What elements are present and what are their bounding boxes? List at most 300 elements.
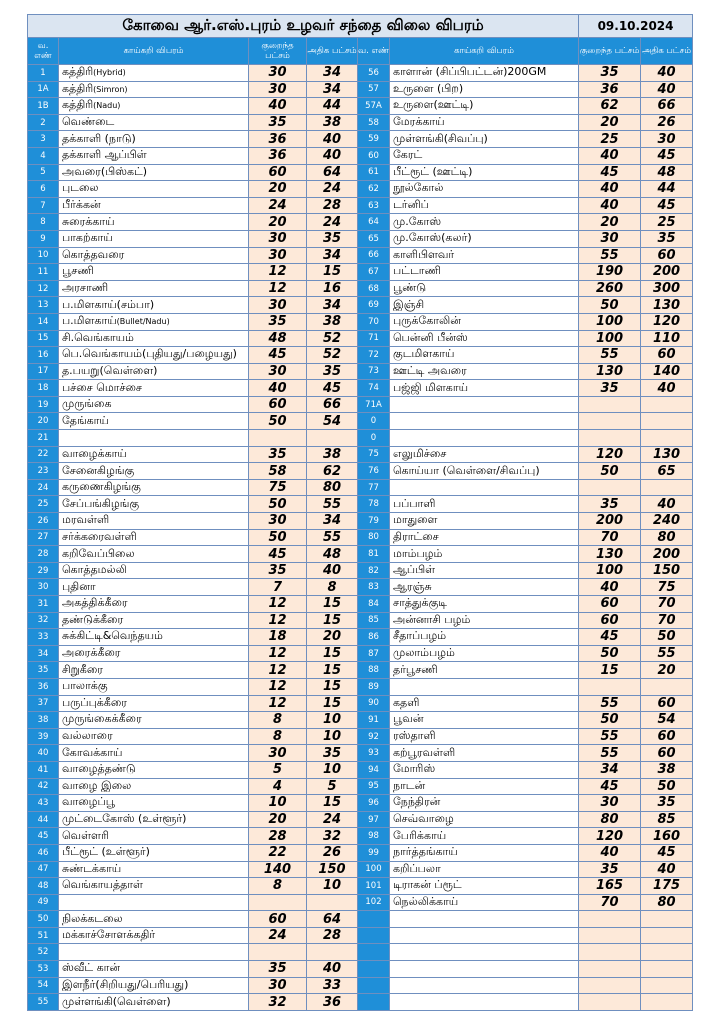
max-price: 16: [307, 280, 358, 297]
item-name: திராட்சை: [390, 529, 579, 546]
item-name-text: வெங்காயத்தாள்: [62, 878, 143, 892]
table-row: [28, 579, 693, 596]
serial-no: 31: [28, 596, 59, 613]
item-name: இஞ்சி: [390, 297, 579, 314]
item-name: [59, 911, 249, 928]
max-price: 110: [641, 330, 693, 347]
table-row: [28, 695, 693, 712]
serial-no: 65: [358, 230, 390, 247]
serial-no: 70: [358, 313, 390, 330]
max-price: 200: [641, 546, 693, 563]
min-price: 60: [249, 911, 307, 928]
serial-no: 5: [28, 164, 59, 181]
max-price: 240: [641, 513, 693, 530]
item-name-text: ப.மிளகாய்(சம்பா): [62, 297, 155, 311]
sheet-title: கோவை ஆர்.எஸ்.புரம் உழவர் சந்தை விலை விபரம்: [28, 15, 579, 38]
max-price: [307, 894, 358, 911]
min-price: [579, 961, 641, 978]
max-price: 24: [307, 811, 358, 828]
table-row: [28, 164, 693, 181]
table-row: [28, 313, 693, 330]
serial-no: 59: [358, 131, 390, 148]
table-row: [28, 861, 693, 878]
serial-no: 36: [28, 678, 59, 695]
table-row: [28, 247, 693, 264]
min-price: 55: [579, 247, 641, 264]
item-name-text: கத்திரி: [62, 65, 94, 79]
min-price: 22: [249, 844, 307, 861]
min-price: 12: [249, 662, 307, 679]
item-name: [390, 927, 579, 944]
serial-no: 79: [358, 513, 390, 530]
max-price: 33: [307, 977, 358, 994]
serial-no: 96: [358, 795, 390, 812]
serial-no: 43: [28, 795, 59, 812]
table-row: [28, 98, 693, 115]
table-row: [28, 81, 693, 98]
item-name-text: கொத்தவரை: [62, 247, 125, 261]
serial-no: 34: [28, 645, 59, 662]
max-price: 44: [307, 98, 358, 115]
item-name: [59, 778, 249, 795]
max-price: 52: [307, 347, 358, 364]
item-name-text: புடலை: [62, 181, 99, 195]
item-name: [59, 513, 249, 530]
item-name: மாதுளை: [390, 513, 579, 530]
item-name: முலாம்பழம்: [390, 645, 579, 662]
min-price: 7: [249, 579, 307, 596]
serial-no: [358, 944, 390, 961]
max-price: 54: [307, 413, 358, 430]
max-price: 10: [307, 878, 358, 895]
min-price: 60: [579, 612, 641, 629]
item-name: [59, 562, 249, 579]
min-price: [579, 977, 641, 994]
item-name: [59, 894, 249, 911]
item-name: சீதாப்பழம்: [390, 629, 579, 646]
item-name-text: வாழைத்தண்டு: [62, 762, 136, 776]
min-price: 12: [249, 264, 307, 281]
min-price: [579, 944, 641, 961]
item-name: [59, 811, 249, 828]
table-row: [28, 446, 693, 463]
max-price: 62: [307, 463, 358, 480]
serial-no: [358, 961, 390, 978]
min-price: 55: [579, 745, 641, 762]
serial-no: 48: [28, 878, 59, 895]
max-price: 10: [307, 761, 358, 778]
item-name: [59, 313, 249, 330]
serial-no: 83: [358, 579, 390, 596]
min-price: 30: [249, 81, 307, 98]
item-name: நூல்கோல்: [390, 181, 579, 198]
max-price: 38: [307, 446, 358, 463]
item-name: புருக்கோலின்: [390, 313, 579, 330]
item-name: காளிபிளவர்: [390, 247, 579, 264]
price-table: [27, 14, 693, 1011]
serial-no: 25: [28, 496, 59, 513]
item-name: நார்த்தங்காய்: [390, 844, 579, 861]
serial-no: 69: [358, 297, 390, 314]
max-price: 80: [641, 894, 693, 911]
max-price: 40: [307, 147, 358, 164]
item-name: [59, 479, 249, 496]
serial-no: 99: [358, 844, 390, 861]
item-name-text: ஸ்வீட் கான்: [62, 961, 121, 975]
item-name: பஜ்ஜி மிளகாய்: [390, 380, 579, 397]
min-price: 30: [249, 247, 307, 264]
table-row: [28, 745, 693, 762]
item-name-text: அவரை(பிஸ்கட்): [62, 164, 148, 178]
min-price: 50: [579, 712, 641, 729]
min-price: 60: [579, 596, 641, 613]
min-price: 40: [249, 380, 307, 397]
table-row: [28, 479, 693, 496]
max-price: 52: [307, 330, 358, 347]
max-price: 45: [641, 844, 693, 861]
serial-no: 37: [28, 695, 59, 712]
item-name-text: சேனைகிழங்கு: [62, 463, 135, 477]
table-row: [28, 761, 693, 778]
item-name: [59, 413, 249, 430]
serial-no: 46: [28, 844, 59, 861]
serial-no: 98: [358, 828, 390, 845]
max-price: [641, 944, 693, 961]
max-price: 66: [307, 396, 358, 413]
serial-no: 88: [358, 662, 390, 679]
serial-no: 15: [28, 330, 59, 347]
max-price: 150: [307, 861, 358, 878]
item-name-text: பருப்புக்கீரை: [62, 695, 127, 709]
max-price: 64: [307, 911, 358, 928]
max-price: 38: [641, 761, 693, 778]
item-name-text: பாலாக்கு: [62, 679, 108, 693]
item-name-text: பீர்க்கன்: [62, 198, 101, 212]
max-price: 85: [641, 811, 693, 828]
item-name: நெல்லிக்காய்: [390, 894, 579, 911]
serial-no: 19: [28, 396, 59, 413]
max-price: [641, 927, 693, 944]
max-price: [307, 430, 358, 447]
max-price: 48: [641, 164, 693, 181]
item-name: [59, 230, 249, 247]
serial-no: 42: [28, 778, 59, 795]
serial-no: 12: [28, 280, 59, 297]
max-price: 70: [641, 612, 693, 629]
serial-no: 58: [358, 114, 390, 131]
serial-no: 1: [28, 65, 59, 82]
table-row: [28, 513, 693, 530]
table-row: [28, 778, 693, 795]
max-price: 44: [641, 181, 693, 198]
table-row: [28, 678, 693, 695]
serial-no: 32: [28, 612, 59, 629]
table-row: [28, 280, 693, 297]
item-name-text: பச்சை மொச்சை: [62, 380, 143, 394]
max-price: 60: [641, 347, 693, 364]
item-name: தர்பூசணி: [390, 662, 579, 679]
serial-no: 71A: [358, 396, 390, 413]
max-price: 34: [307, 65, 358, 82]
item-name: [59, 330, 249, 347]
min-price: 40: [249, 98, 307, 115]
serial-no: 40: [28, 745, 59, 762]
item-name: ஆப்பிள்: [390, 562, 579, 579]
min-price: 36: [249, 147, 307, 164]
max-price: 36: [307, 994, 358, 1011]
serial-no: 97: [358, 811, 390, 828]
max-price: 15: [307, 795, 358, 812]
serial-no: 55: [28, 994, 59, 1011]
item-name: [59, 861, 249, 878]
table-row: [28, 181, 693, 198]
item-name: [59, 214, 249, 231]
item-name-text: சுண்டக்காய்: [62, 861, 122, 875]
max-price-header: அதிக பட்சம்: [641, 38, 693, 65]
item-name: [59, 944, 249, 961]
item-name-text: தக்காளி ஆப்பிள்: [62, 148, 147, 162]
item-name: [59, 878, 249, 895]
table-row: [28, 529, 693, 546]
serial-no: 28: [28, 546, 59, 563]
serial-no: 80: [358, 529, 390, 546]
serial-no: 49: [28, 894, 59, 911]
max-price: 15: [307, 645, 358, 662]
serial-no: 102: [358, 894, 390, 911]
serial-no: 87: [358, 645, 390, 662]
min-price: 28: [249, 828, 307, 845]
max-price: 34: [307, 81, 358, 98]
serial-no: 6: [28, 181, 59, 198]
item-name: [390, 413, 579, 430]
item-name-text: சேப்பங்கிழங்கு: [62, 496, 140, 510]
max-price: 45: [641, 197, 693, 214]
table-row: [28, 65, 693, 82]
serial-no: 13: [28, 297, 59, 314]
item-name: [59, 114, 249, 131]
min-price: 12: [249, 280, 307, 297]
min-price: 190: [579, 264, 641, 281]
item-name: [59, 280, 249, 297]
table-row: [28, 961, 693, 978]
serial-no: 101: [358, 878, 390, 895]
min-price: 35: [579, 496, 641, 513]
item-name: [59, 264, 249, 281]
serial-no: 41: [28, 761, 59, 778]
item-name: [390, 911, 579, 928]
min-price: 4: [249, 778, 307, 795]
min-price: 45: [579, 778, 641, 795]
title-row: [28, 15, 693, 38]
item-name-text: சிறுகீரை: [62, 662, 103, 676]
max-price-header: அதிக பட்சம்: [307, 38, 358, 65]
item-name: [59, 546, 249, 563]
min-price: 100: [579, 562, 641, 579]
item-variety-note: (Nadu): [93, 101, 121, 111]
item-name: பேரிக்காய்: [390, 828, 579, 845]
serial-no: 4: [28, 147, 59, 164]
item-name-text: தண்டுக்கீரை: [62, 612, 124, 626]
table-row: [28, 380, 693, 397]
item-name: [390, 994, 579, 1011]
serial-no: [358, 994, 390, 1011]
table-row: [28, 430, 693, 447]
max-price: 35: [641, 230, 693, 247]
item-name: [390, 977, 579, 994]
max-price: [641, 396, 693, 413]
serial-header: வ. எண்: [358, 38, 390, 65]
item-name: [59, 629, 249, 646]
min-price: 140: [249, 861, 307, 878]
max-price: 15: [307, 596, 358, 613]
item-name-text: முட்டைகோஸ் (உள்ளூர்): [62, 812, 187, 826]
min-price: 35: [249, 446, 307, 463]
serial-no: 11: [28, 264, 59, 281]
min-price: 40: [579, 197, 641, 214]
item-name: முள்ளங்கி(சிவப்பு): [390, 131, 579, 148]
min-price: 8: [249, 712, 307, 729]
serial-no: 75: [358, 446, 390, 463]
item-variety-note: (Bullet/Nadu): [116, 317, 170, 327]
item-name: கொய்யா (வெள்ளை/சிவப்பு): [390, 463, 579, 480]
serial-no: 23: [28, 463, 59, 480]
item-name: [59, 81, 249, 98]
serial-no: 2: [28, 114, 59, 131]
max-price: [641, 678, 693, 695]
max-price: 60: [641, 728, 693, 745]
max-price: 15: [307, 264, 358, 281]
serial-no: 1A: [28, 81, 59, 98]
serial-no: 57: [358, 81, 390, 98]
serial-no: 16: [28, 347, 59, 364]
item-name-text: வெண்டை: [62, 115, 115, 129]
table-row: [28, 363, 693, 380]
min-price: 12: [249, 678, 307, 695]
min-price: 62: [579, 98, 641, 115]
max-price: [641, 479, 693, 496]
item-name-text: வாழைப்பூ: [62, 795, 116, 809]
min-price: 20: [249, 181, 307, 198]
max-price: 35: [641, 795, 693, 812]
item-name-text: நிலக்கடலை: [62, 911, 123, 925]
table-row: [28, 131, 693, 148]
min-price: [579, 413, 641, 430]
item-name: நேந்திரன்: [390, 795, 579, 812]
min-price: 12: [249, 612, 307, 629]
table-row: [28, 330, 693, 347]
min-price: 12: [249, 596, 307, 613]
serial-no: 81: [358, 546, 390, 563]
min-price: [579, 479, 641, 496]
min-price-header: குறைந்த பட்சம்: [249, 38, 307, 65]
max-price: 32: [307, 828, 358, 845]
serial-no: 89: [358, 678, 390, 695]
min-price: 35: [249, 114, 307, 131]
item-name: [59, 529, 249, 546]
item-name-text: சுக்கிட்டி&வெந்தயம்: [62, 629, 163, 643]
item-name-text: ப.மிளகாய்: [62, 314, 117, 328]
max-price: 40: [641, 380, 693, 397]
table-row: [28, 230, 693, 247]
serial-no: 66: [358, 247, 390, 264]
item-name: [390, 396, 579, 413]
min-price: 35: [579, 380, 641, 397]
item-header: காய்கறி விபரம்: [59, 38, 249, 65]
serial-no: 63: [358, 197, 390, 214]
min-price: 55: [579, 728, 641, 745]
serial-no: 62: [358, 181, 390, 198]
table-row: [28, 795, 693, 812]
max-price: 130: [641, 446, 693, 463]
item-name: காளான் (சிப்பிபட்டன்)200GM: [390, 65, 579, 82]
item-name-text: வாழை இலை: [62, 778, 132, 792]
max-price: 55: [307, 529, 358, 546]
item-name-text: சர்க்கரைவள்ளி: [62, 529, 137, 543]
item-name: ஆரஞ்சு: [390, 579, 579, 596]
item-name: மோரிஸ்: [390, 761, 579, 778]
min-price: [249, 430, 307, 447]
table-row: [28, 712, 693, 729]
table-row: [28, 612, 693, 629]
item-name: [59, 927, 249, 944]
min-price: 120: [579, 446, 641, 463]
max-price: 40: [641, 81, 693, 98]
serial-no: 77: [358, 479, 390, 496]
item-name: [390, 430, 579, 447]
min-price: 45: [579, 629, 641, 646]
max-price: 55: [307, 496, 358, 513]
min-price: 25: [579, 131, 641, 148]
serial-no: 21: [28, 430, 59, 447]
max-price: 60: [641, 247, 693, 264]
min-price: 36: [579, 81, 641, 98]
serial-no: [358, 977, 390, 994]
serial-no: 1B: [28, 98, 59, 115]
max-price: 5: [307, 778, 358, 795]
max-price: 40: [641, 496, 693, 513]
item-name: [390, 479, 579, 496]
min-price-header: குறைந்த பட்சம்: [579, 38, 641, 65]
max-price: 70: [641, 596, 693, 613]
min-price: 35: [249, 313, 307, 330]
min-price: 15: [579, 662, 641, 679]
item-name: அன்னாசி பழம்: [390, 612, 579, 629]
serial-no: 76: [358, 463, 390, 480]
item-name-text: கத்திரி: [62, 81, 94, 95]
max-price: [641, 413, 693, 430]
min-price: 75: [249, 479, 307, 496]
serial-no: 94: [358, 761, 390, 778]
serial-no: 68: [358, 280, 390, 297]
item-name: [59, 297, 249, 314]
max-price: 55: [641, 645, 693, 662]
min-price: 260: [579, 280, 641, 297]
item-name-text: அரசாணி: [62, 281, 109, 295]
max-price: 28: [307, 197, 358, 214]
table-row: [28, 264, 693, 281]
min-price: 58: [249, 463, 307, 480]
item-name-text: முருங்கைக்கீரை: [62, 712, 142, 726]
serial-no: 100: [358, 861, 390, 878]
min-price: 50: [249, 413, 307, 430]
min-price: 8: [249, 728, 307, 745]
item-name: [59, 645, 249, 662]
min-price: 70: [579, 529, 641, 546]
item-name-text: மக்காச்சோளக்கதிர்: [62, 928, 156, 942]
max-price: 24: [307, 214, 358, 231]
item-name: மு.கோஸ்: [390, 214, 579, 231]
min-price: 55: [579, 347, 641, 364]
